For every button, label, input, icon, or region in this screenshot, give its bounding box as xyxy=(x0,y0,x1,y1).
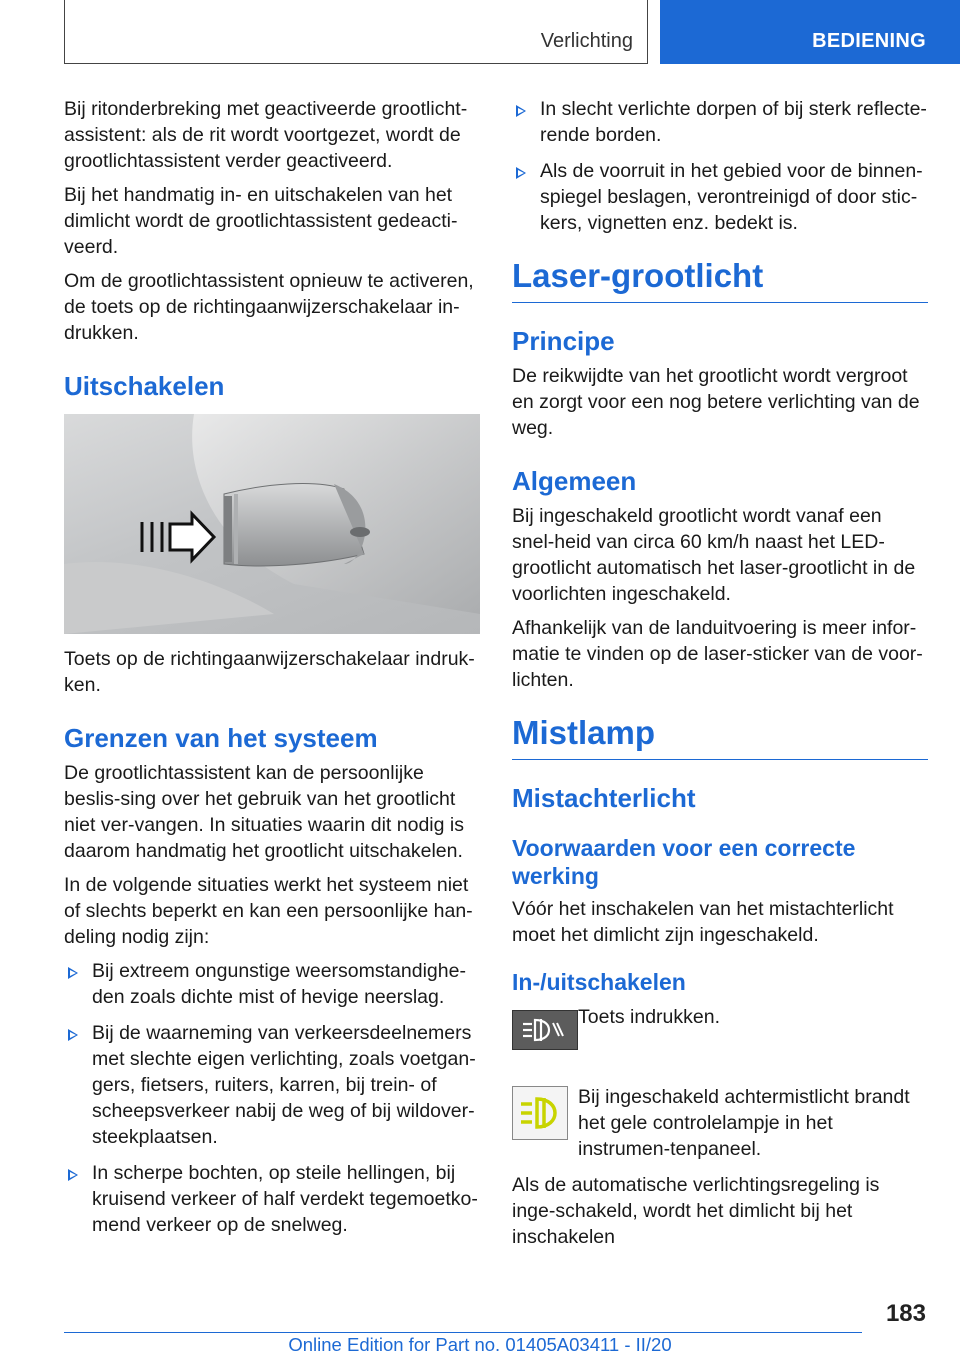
paragraph: In de volgende situaties werkt het systeem niet of slechts beperkt en kan een persoonlijke han-deling nodig zijn: xyxy=(64,874,473,948)
paragraph: Om de grootlichtassistent opnieuw te activeren, de toets op de richtingaanwijzerschakelaar in-drukken. xyxy=(64,270,474,344)
header-chapter-tab xyxy=(660,0,960,64)
heading-grenzen: Grenzen van het systeem xyxy=(64,723,378,753)
paragraph: Bij ingeschakeld achtermistlicht brandt het gele controlelampje in het instrumen-tenpaneel. xyxy=(578,1086,910,1160)
heading-principe: Principe xyxy=(512,326,615,356)
footer-edition-text: Online Edition for Part no. 01405A03411 - II/20 xyxy=(288,1334,672,1355)
heading-voorwaarden: Voorwaarden voor een correcte werking xyxy=(512,835,856,889)
paragraph: Bij ingeschakeld grootlicht wordt vanaf een snel-heid van circa 60 km/h naast het LED-grootlicht automatisch het laser-grootlicht in de voorlichten ingeschakeld. xyxy=(512,505,916,605)
paragraph: Afhankelijk van de landuitvoering is meer infor-matie te vinden op de laser-sticker van de voor-lichten. xyxy=(512,617,923,691)
paragraph: De reikwijdte van het grootlicht wordt vergroot en zorgt voor een nog betere verlichting van de weg. xyxy=(512,365,920,439)
heading-uitschakelen: Uitschakelen xyxy=(64,371,225,401)
list-item: In scherpe bochten, op steile hellingen, bij kruisend verkeer of half verdekt tegemoetko-mend verkeer op de snelweg. xyxy=(64,1160,480,1238)
header-chapter-title: BEDIENING xyxy=(812,30,926,52)
left-column xyxy=(64,96,480,1248)
paragraph: Vóór het inschakelen van het mistachterlicht moet het dimlicht zijn ingeschakeld. xyxy=(512,898,894,946)
bullet-triangle-icon xyxy=(516,167,526,179)
paragraph: Toets indrukken. xyxy=(578,1006,720,1028)
bullet-triangle-icon xyxy=(68,1029,78,1041)
rear-fog-light-button-icon xyxy=(512,1010,578,1050)
heading-in-uitschakelen: In-/uitschakelen xyxy=(512,969,686,995)
heading-mistachterlicht: Mistachterlicht xyxy=(512,783,696,813)
heading-algemeen: Algemeen xyxy=(512,466,637,496)
page-number: 183 xyxy=(885,1300,926,1327)
heading-mistlamp: Mistlamp xyxy=(512,713,928,760)
turn-signal-stalk-illustration xyxy=(64,414,480,634)
paragraph: Bij ritonderbreking met geactiveerde grootlicht-assistent: als de rit wordt voortgezet, wordt de grootlichtassistent verder geactiveerd. xyxy=(64,98,468,172)
fog-indicator-row xyxy=(512,1084,928,1162)
right-column xyxy=(512,96,928,1258)
fog-button-row xyxy=(512,1004,928,1074)
limitations-list-continued xyxy=(512,96,928,236)
heading-laser-grootlicht: Laser-grootlicht xyxy=(512,256,928,303)
header-section-title: Verlichting xyxy=(540,30,633,52)
paragraph: De grootlichtassistent kan de persoonlijke beslis-sing over het gebruik van het grootlicht niet ver-vangen. In situaties waarin dit nodig is daarom handmatig het grootlicht uitschakelen. xyxy=(64,762,464,862)
paragraph: Bij het handmatig in- en uitschakelen van het dimlicht wordt de grootlichtassistent gedeacti-veerd. xyxy=(64,184,458,258)
paragraph: Als de automatische verlichtingsregeling is inge-schakeld, wordt het dimlicht bij het inschakelen xyxy=(512,1174,880,1248)
header-section-bar xyxy=(64,0,648,64)
stalk-illustration-icon xyxy=(64,414,480,634)
bullet-triangle-icon xyxy=(68,1169,78,1181)
limitations-list xyxy=(64,958,480,1238)
list-item: Als de voorruit in het gebied voor de binnen-spiegel beslagen, verontreinigd of door stic-kers, vignetten enz. bedekt is. xyxy=(512,158,928,236)
rear-fog-light-indicator-icon xyxy=(512,1086,568,1140)
list-item: Bij extreem ongunstige weersomstandighe-den zoals dichte mist of hevige neerslag. xyxy=(64,958,480,1010)
list-item: In slecht verlichte dorpen of bij sterk reflecte-rende borden. xyxy=(512,96,928,148)
figure-caption: Toets op de richtingaanwijzerschakelaar indruk-ken. xyxy=(64,648,475,696)
list-item: Bij de waarneming van verkeersdeelnemers met slechte eigen verlichting, zoals voetgan-gers, fietsers, ruiters, karren, bij trein- of scheepsverkeer nabij de weg of bij wildover-steekplaatsen. xyxy=(64,1020,480,1150)
bullet-triangle-icon xyxy=(516,105,526,117)
footer-divider xyxy=(64,1332,862,1333)
bullet-triangle-icon xyxy=(68,967,78,979)
